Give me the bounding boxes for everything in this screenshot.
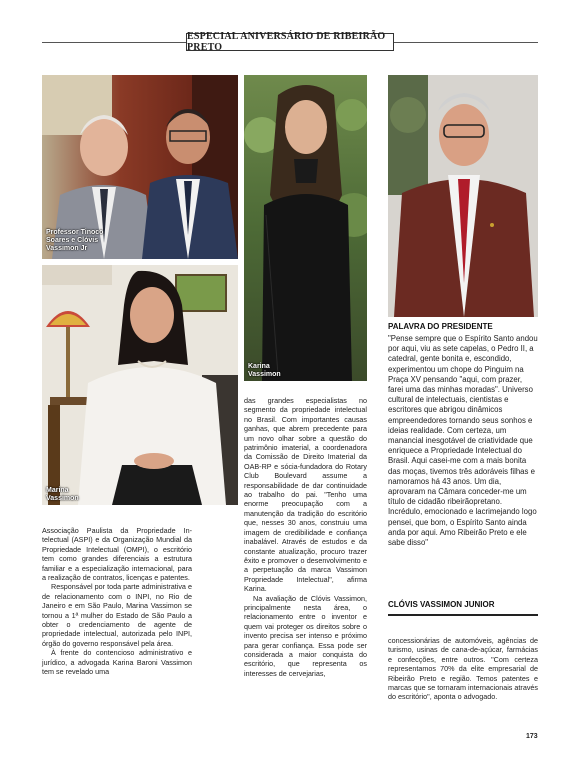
- caption-line: Vassimon Jr: [46, 245, 88, 252]
- section-title: ESPECIAL ANIVERSÁRIO DE RIBEIRÃO PRETO: [187, 31, 386, 53]
- text-column-2: [244, 396, 367, 678]
- president-quote: "Pense sempre que o Espírito Santo andou por aqui, viu as sete capelas, o Pedro II, a catedral, gente bonita e, escondido, experimentou um chope do Pinguim na Praça XV pensando "aqui, com prazer, farei uma das minhas moradas". Universo cultural de intelectuais, cientistas e escritores que abrigou dinâmicos empreendedores tornando seus sonhos e ideias realidade. Com certeza, um manancial inesgotável de criatividade que enriquece a Propriedade Intelectual do Brasil. Aqui casei-me com a mais bonita das moças, tivemos três adoráveis filhas e namoramos há 43 anos. Um dia, aprovaram na Câmara conceder-me um título de cidadão ribeirãopretano. Incrédulo, emocionado e lacrimejando logo pensei, que bom, o Espírito Santo ainda anda por aqui. Amo Ribeirão Preto e ele sabe disso": [388, 334, 538, 548]
- photo-marina-image: [42, 265, 238, 505]
- caption-line: Vassimon: [46, 495, 79, 502]
- photo1-caption: [46, 229, 103, 253]
- president-title: PALAVRA DO PRESIDENTE: [388, 322, 493, 331]
- header-rule-left: [42, 42, 186, 43]
- caption-line: Vassimon: [248, 371, 281, 378]
- paragraph: das grandes especialistas no segmento da propriedade intelectual no Brasil. Com importantes causas ganhas, que abrem precedente para um novo olhar sobre a questão do patrimônio imaterial, a coordenadora da Comissão de Direito Imaterial da OAB-RP e sócia-fundadora do Rotary Club Boulevard assume a responsabilidade de dar continuidade ao trabalho do pai. "Tenho uma enorme preocupação com a manutenção da tradição do escritório que, nesses 30 anos, construiu uma imagem de credibilidade e confiança inabalável. Através de estudos e da constante atualização, procuro trazer êxito e promover o desenvolvimento e a perpetuação da marca Vassimon Propriedade Intelectual", afirma Karina.: [244, 396, 367, 594]
- president-signature: CLÓVIS VASSIMON JUNIOR: [388, 600, 495, 609]
- caption-line: Karina: [248, 363, 270, 370]
- caption-line: Marina: [46, 487, 69, 494]
- header-rule-right: [394, 42, 538, 43]
- photo-president: [388, 75, 538, 317]
- photo3-caption: [248, 363, 281, 379]
- photo-president-image: [388, 75, 538, 317]
- photo-tinoco-and-clovis: [42, 75, 238, 259]
- caption-line: Professor Tinoco: [46, 229, 104, 236]
- paragraph: À frente do contencioso administrativo e jurídico, a advogada Karina Baroni Vassimon tem se revelado uma: [42, 648, 192, 677]
- paragraph: Na avaliação de Clóvis Vassimon, principalmente nesta área, o relacionamento entre o inventor e quem vai proteger os direitos sobre o invento precisa ser intenso e próximo para gerar confiança. Essa pode ser considerada a maior conquista do escritório, que representa os interesses de cervejarias,: [244, 593, 367, 678]
- photo-marina: [42, 265, 238, 505]
- caption-line: Soares e Clóvis: [46, 237, 99, 244]
- text-column-3: [388, 636, 538, 702]
- paragraph: Associação Paulista da Propriedade In-telectual (ASPI) e da Organização Mundial da Propriedade Intelectual (OMPI), o escritório tem como grandes diferenciais a estrutura familiar e a especialização internacional, para a realização de contratos, licenças e patentes.: [42, 526, 192, 583]
- photo-karina: [244, 75, 367, 381]
- photo-karina-image: [244, 75, 367, 381]
- paragraph: Responsável por toda parte administrativa e de relacionamento com o INPI, no Rio de Janeiro e em São Paulo, Marina Vassimon se tornou a 1ª mulher do Estado de São Paulo a obter o credenciamento de agente de propriedade intelectual, autorizada pelo INPI, órgão do governo responsável pela área.: [42, 582, 192, 648]
- text-column-1: [42, 526, 192, 677]
- paragraph: concessionárias de automóveis, agências de turismo, usinas de cana-de-açúcar, farmácias e confecções, entre outros. "Com certeza representamos 70% da elite empresarial de Ribeirão Preto e região. Temos patentes e marcas que se tornaram internacionais através do escritório", aponta o advogado.: [388, 636, 538, 702]
- photo2-caption: [46, 487, 79, 503]
- section-header: [186, 33, 394, 51]
- president-box-rule: [388, 614, 538, 616]
- page-number: 173: [526, 733, 538, 740]
